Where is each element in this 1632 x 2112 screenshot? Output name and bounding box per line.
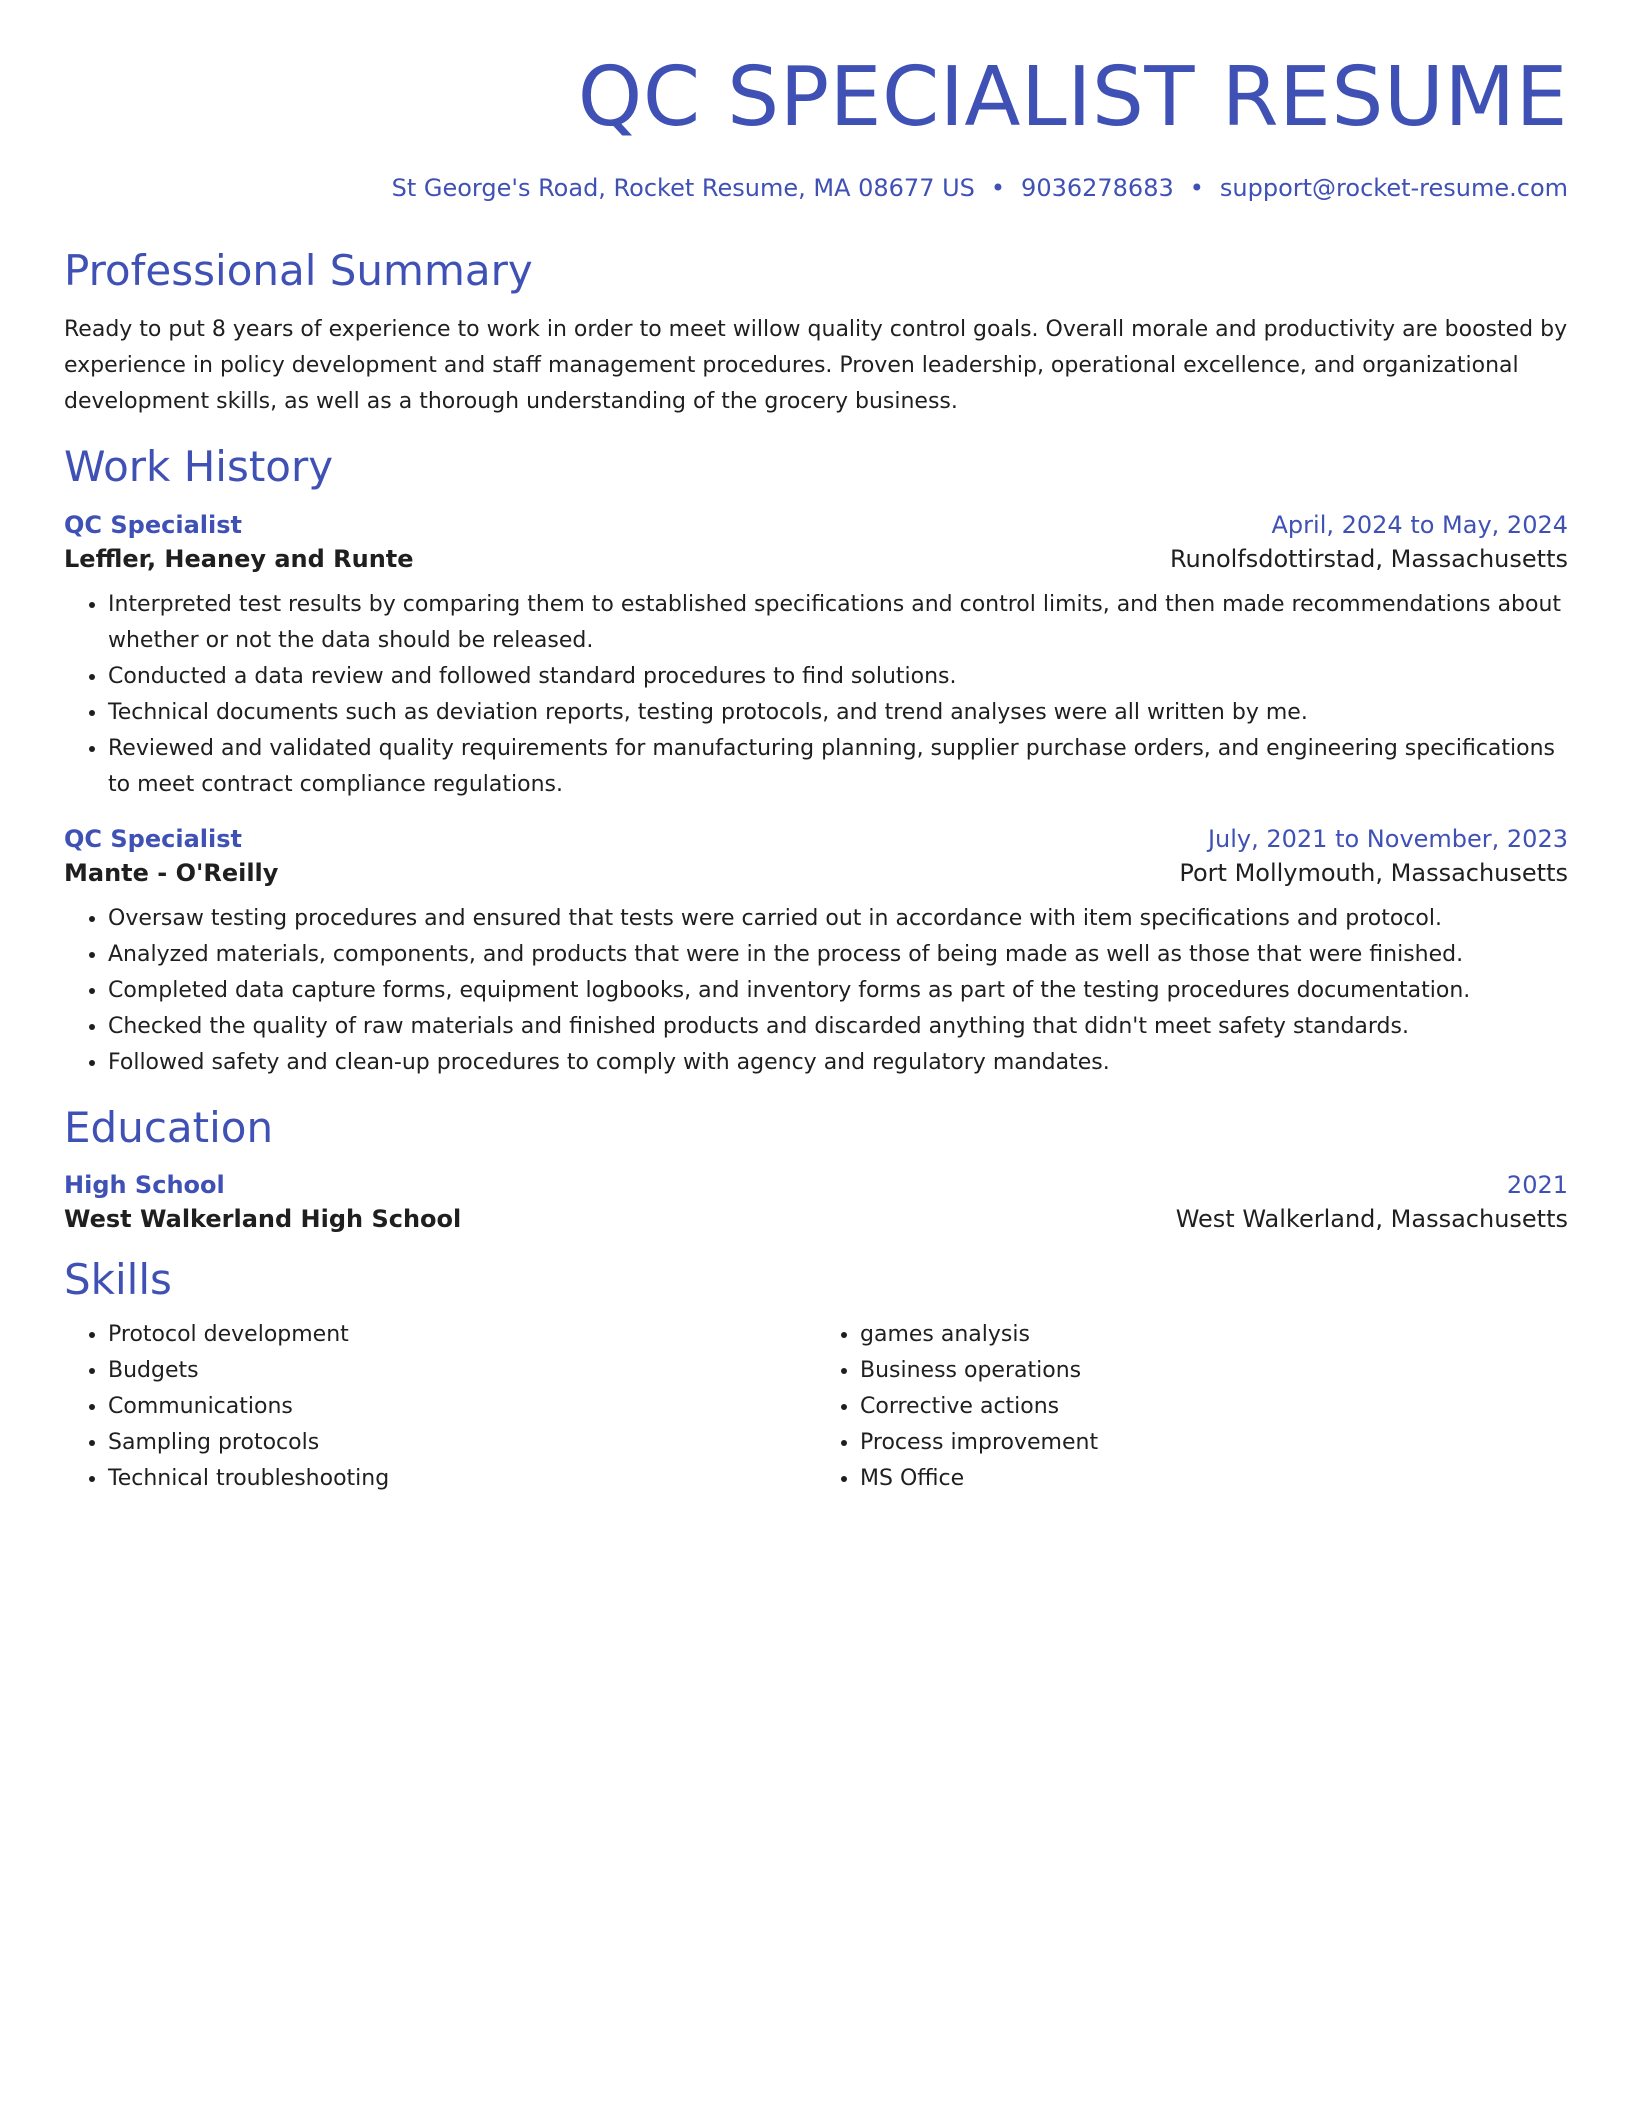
contact-line (64, 174, 1568, 202)
separator-dot: • (1189, 173, 1204, 202)
phone-text: 9036278683 (1021, 173, 1174, 202)
job-company: Leffler, Heaney and Runte (64, 544, 414, 573)
work-history-heading: Work History (64, 442, 334, 492)
job-dates: April, 2024 to May, 2024 (1271, 510, 1568, 539)
education-header-row (64, 1171, 1568, 1199)
summary-heading: Professional Summary (64, 245, 533, 295)
job-role: QC Specialist (64, 510, 242, 539)
job-company: Mante - O'Reilly (64, 858, 279, 887)
list-item: • Analyzed materials, components, and products that were in the process of being made as well as those that were finished. (108, 937, 1568, 973)
list-item: • Completed data capture forms, equipment logbooks, and inventory forms as part of the testing procedures documentation. (108, 973, 1568, 1009)
job-header-row (64, 511, 1568, 539)
job-role: QC Specialist (64, 824, 242, 853)
summary-text: Ready to put 8 years of experience to work in order to meet willow quality control goals. Overall morale and productivity are boosted by experience in policy development and staff management procedures. Proven leadership, operational excellence, and organizational development skills, as well as a thorough understanding of the grocery business. (64, 317, 1568, 415)
job-duties-list (64, 587, 1568, 803)
skill-item: • Protocol development (108, 1317, 816, 1353)
list-item: • Oversaw testing procedures and ensured that tests were carried out in accordance with item specifications and protocol. (108, 901, 1568, 937)
education-year: 2021 (1506, 1171, 1568, 1199)
list-item: • Reviewed and validated quality requirements for manufacturing planning, supplier purchase orders, and engineering specifications to meet contract compliance regulations. (108, 731, 1568, 803)
skill-item: • Budgets (108, 1353, 816, 1389)
list-item: • Checked the quality of raw materials and finished products and discarded anything that didn't meet safety standards. (108, 1009, 1568, 1045)
education-location: West Walkerland, Massachusetts (1175, 1205, 1568, 1233)
skill-item: • Business operations (860, 1353, 1568, 1389)
list-item: • Conducted a data review and followed standard procedures to find solutions. (108, 659, 1568, 695)
list-item: • Followed safety and clean-up procedures to comply with agency and regulatory mandates. (108, 1045, 1568, 1081)
skill-item: • Corrective actions (860, 1389, 1568, 1425)
skills-columns (64, 1317, 1568, 1497)
skills-list-left (64, 1317, 816, 1497)
skills-list-right (816, 1317, 1568, 1497)
skill-item: • Communications (108, 1389, 816, 1425)
education-degree: High School (64, 1171, 225, 1199)
education-school: West Walkerland High School (64, 1205, 462, 1233)
list-item: • Interpreted test results by comparing them to established specifications and control limits, and then made recommendations about whether or not the data should be released. (108, 587, 1568, 659)
job-location: Runolfsdottirstad, Massachusetts (1169, 544, 1568, 573)
job-location: Port Mollymouth, Massachusetts (1179, 858, 1568, 887)
skill-item: • MS Office (860, 1461, 1568, 1497)
education-school-row (64, 1205, 1568, 1233)
job-entry (64, 825, 1568, 1081)
address-text: St George's Road, Rocket Resume, MA 08677 US (391, 173, 975, 202)
resume-title: QC SPECIALIST RESUME (577, 50, 1568, 145)
skills-heading: Skills (64, 1255, 172, 1304)
job-header-row (64, 825, 1568, 853)
job-company-row (64, 859, 1568, 887)
skill-item: • games analysis (860, 1317, 1568, 1353)
email-link[interactable]: support@rocket-resume.com (1219, 173, 1568, 202)
list-item: • Technical documents such as deviation reports, testing protocols, and trend analyses were all written by me. (108, 695, 1568, 731)
job-entry (64, 511, 1568, 803)
job-duties-list (64, 901, 1568, 1081)
education-heading: Education (64, 1102, 274, 1152)
job-company-row (64, 545, 1568, 573)
separator-dot: • (990, 173, 1006, 202)
education-entry (64, 1171, 1568, 1233)
skill-item: • Sampling protocols (108, 1425, 816, 1461)
skill-item: • Process improvement (860, 1425, 1568, 1461)
skill-item: • Technical troubleshooting (108, 1461, 816, 1497)
job-dates: July, 2021 to November, 2023 (1207, 824, 1568, 853)
